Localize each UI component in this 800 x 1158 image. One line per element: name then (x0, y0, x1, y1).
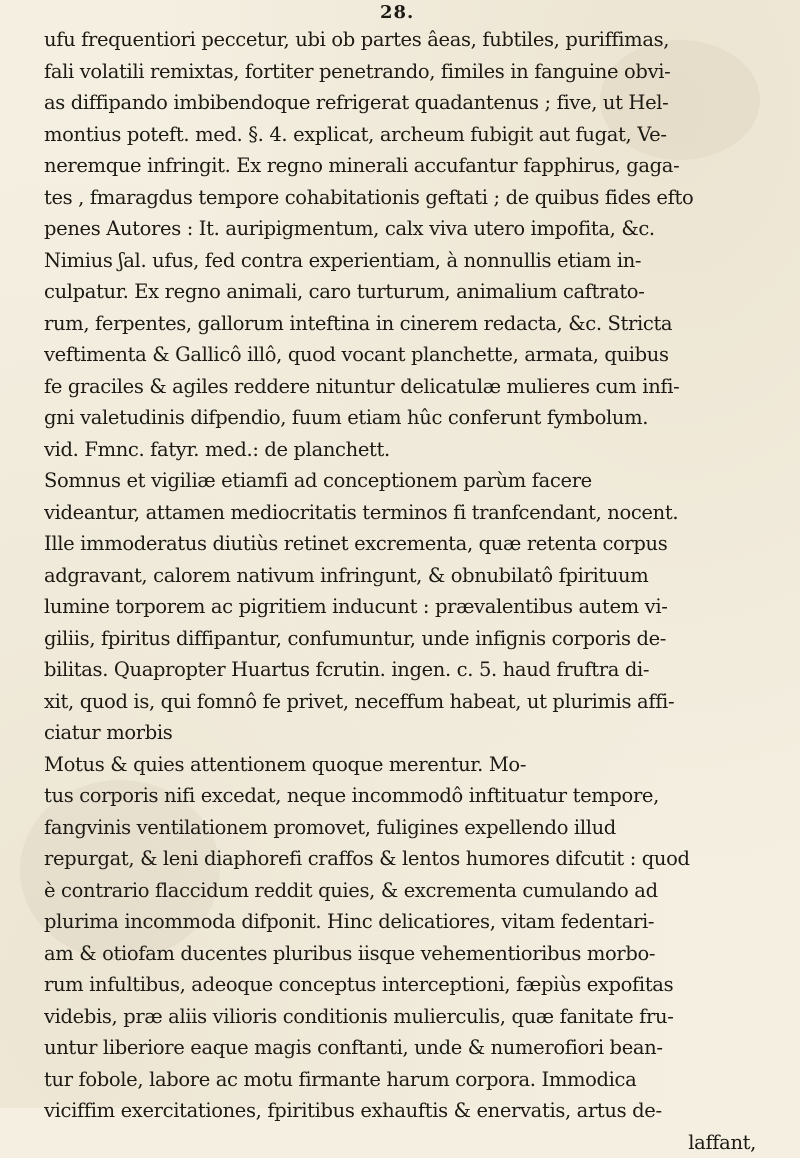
text-line: rum, ferpentes, gallorum inteftina in cinerem redacta, &c. Stricta (44, 308, 774, 340)
text-line: viciffim exercitationes, fpiritibus exhauftis & enervatis, artus de- (44, 1095, 774, 1127)
text-line: Ille immoderatus diutiùs retinet excrementa, quæ retenta corpus (44, 528, 774, 560)
text-line: penes Autores : It. auripigmentum, calx viva utero impofita, &c. (44, 213, 774, 245)
text-line: giliis, fpiritus diffipantur, confumuntur, unde infignis corporis de- (44, 623, 774, 655)
text-line: videantur, attamen mediocritatis terminos fi tranfcendant, nocent. (44, 497, 774, 529)
page-number: 28. (380, 2, 414, 23)
text-line: fali volatili remixtas, fortiter penetrando, fimiles in fanguine obvi- (44, 56, 774, 88)
text-line: bilitas. Quapropter Huartus fcrutin. ingen. c. 5. haud fruftra di- (44, 654, 774, 686)
text-line: tes , fmaragdus tempore cohabitationis geftati ; de quibus fides efto (44, 182, 774, 214)
text-line: am & otiofam ducentes pluribus iisque vehementioribus morbo- (44, 938, 774, 970)
text-line: as diffipando imbibendoque refrigerat quadantenus ; five, ut Hel- (44, 87, 774, 119)
text-line: culpatur. Ex regno animali, caro turturum, animalium caftrato- (44, 276, 774, 308)
text-line: ciatur morbis (44, 717, 774, 749)
text-line: veftimenta & Gallicô illô, quod vocant planchette, armata, quibus (44, 339, 774, 371)
text-line: adgravant, calorem nativum infringunt, & obnubilatô fpirituum (44, 560, 774, 592)
text-line: tus corporis nifi excedat, neque incommodô inftituatur tempore, (44, 780, 774, 812)
text-line: lumine torporem ac pigritiem inducunt : prævalentibus autem vi- (44, 591, 774, 623)
text-line: repurgat, & leni diaphorefi craffos & lentos humores difcutit : quod (44, 843, 774, 875)
text-line: Nimius ʃal. ufus, fed contra experientiam, à nonnullis etiam in- (44, 245, 774, 277)
text-line-final: laffant, (44, 1127, 774, 1158)
text-line: montius poteft. med. §. 4. explicat, archeum fubigit aut fugat, Ve- (44, 119, 774, 151)
text-line: untur liberiore eaque magis conftanti, unde & numerofiori bean- (44, 1032, 774, 1064)
text-line: fangvinis ventilationem promovet, fuligines expellendo illud (44, 812, 774, 844)
text-line: plurima incommoda difponit. Hinc delicatiores, vitam fedentari- (44, 906, 774, 938)
text-line: ufu frequentiori peccetur, ubi ob partes âeas, fubtiles, puriffimas, (44, 24, 774, 56)
text-line: vid. Fmnc. fatyr. med.: de planchett. (44, 434, 774, 466)
text-line: fe graciles & agiles reddere nituntur delicatulæ mulieres cum infi- (44, 371, 774, 403)
text-line: neremque infringit. Ex regno minerali accufantur fapphirus, gaga- (44, 150, 774, 182)
text-line: gni valetudinis difpendio, fuum etiam hûc conferunt fymbolum. (44, 402, 774, 434)
text-line: è contrario flaccidum reddit quies, & excrementa cumulando ad (44, 875, 774, 907)
text-line: rum infultibus, adeoque conceptus interceptioni, fæpiùs expofitas (44, 969, 774, 1001)
text-line: tur fobole, labore ac motu firmante harum corpora. Immodica (44, 1064, 774, 1096)
body-text (44, 24, 774, 1158)
text-line: videbis, præ aliis vilioris conditionis mulierculis, quæ fanitate fru- (44, 1001, 774, 1033)
text-line: Motus & quies attentionem quoque merentur. Mo- (44, 749, 774, 781)
text-line: Somnus et vigiliæ etiamfi ad conceptionem parùm facere (44, 465, 774, 497)
text-line: xit, quod is, qui fomnô fe privet, neceffum habeat, ut plurimis affi- (44, 686, 774, 718)
